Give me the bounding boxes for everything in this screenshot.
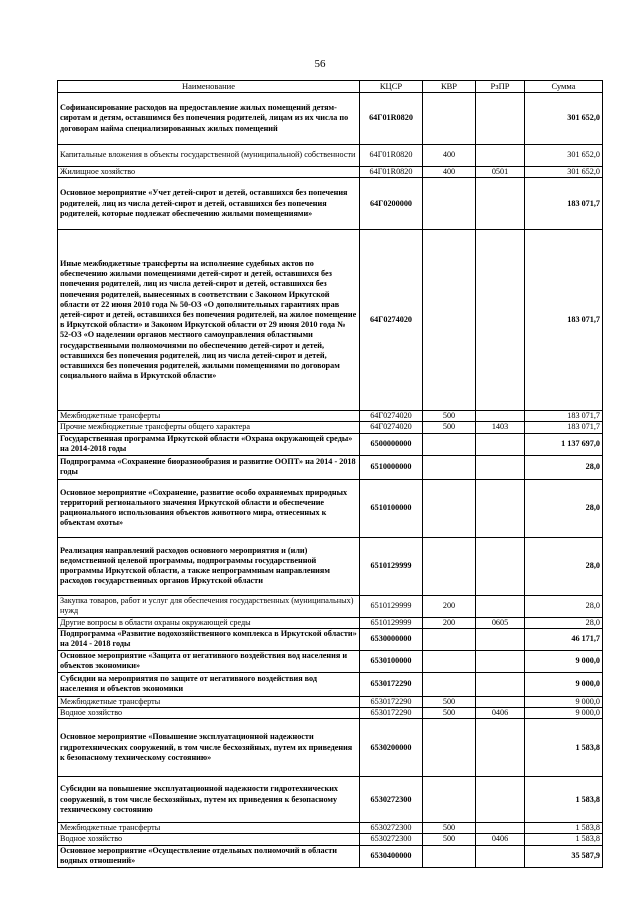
row-sum-cell: 1 583,8	[525, 719, 603, 777]
header-kcsr: КЦСР	[360, 81, 423, 93]
row-rzpr-cell	[476, 719, 525, 777]
table-row	[58, 433, 603, 455]
row-rzpr-cell	[476, 178, 525, 230]
table-row	[58, 823, 603, 834]
row-kcsr-cell: 6530172290	[360, 696, 423, 707]
row-sum-cell: 301 652,0	[525, 145, 603, 167]
row-rzpr-cell	[476, 230, 525, 411]
page-number: 56	[314, 58, 326, 70]
row-name-cell: Реализация направлений расходов основного мероприятия и (или) ведомственной целевой программы, подпрограммы государственной программы Иркутской области, а также непрограммным направлениям расходов государственных органов Иркутской области	[58, 537, 360, 595]
row-name-cell: Подпрограмма «Развитие водохозяйственного комплекса в Иркутской области» на 2014 - 2018 годы	[58, 628, 360, 650]
row-sum-cell: 46 171,7	[525, 628, 603, 650]
row-kcsr-cell: 64Г01R0820	[360, 167, 423, 178]
table-row	[58, 479, 603, 537]
row-kcsr-cell: 6530400000	[360, 845, 423, 867]
row-sum-cell: 28,0	[525, 595, 603, 617]
row-sum-cell: 9 000,0	[525, 650, 603, 672]
row-name-cell: Софинансирование расходов на предоставление жилых помещений детям-сиротам и детям, оставшимся без попечения родителей, лицам из их числа по договорам найма специализированных жилых помещений	[58, 93, 360, 145]
row-kvr-cell	[423, 672, 476, 696]
table-row	[58, 230, 603, 411]
row-rzpr-cell	[476, 628, 525, 650]
row-rzpr-cell	[476, 823, 525, 834]
row-sum-cell: 1 583,8	[525, 777, 603, 823]
table-header-row	[58, 81, 603, 93]
row-name-cell: Жилищное хозяйство	[58, 167, 360, 178]
row-kvr-cell: 500	[423, 422, 476, 433]
row-sum-cell: 183 071,7	[525, 178, 603, 230]
header-sum: Сумма	[525, 81, 603, 93]
row-kcsr-cell: 6530000000	[360, 628, 423, 650]
row-name-cell: Закупка товаров, работ и услуг для обеспечения государственных (муниципальных) нужд	[58, 595, 360, 617]
row-name-cell: Государственная программа Иркутской области «Охрана окружающей среды» на 2014-2018 годы	[58, 433, 360, 455]
table-row	[58, 145, 603, 167]
row-sum-cell: 1 583,8	[525, 823, 603, 834]
row-name-cell: Капитальные вложения в объекты государственной (муниципальной) собственности	[58, 145, 360, 167]
row-name-cell: Субсидии на повышение эксплуатационной надежности гидротехнических сооружений, в том числе бесхозяйных, путем их приведения к безопасному техническому состоянию	[58, 777, 360, 823]
table-row	[58, 422, 603, 433]
row-sum-cell: 35 587,9	[525, 845, 603, 867]
row-kvr-cell	[423, 628, 476, 650]
row-kvr-cell	[423, 93, 476, 145]
row-sum-cell: 183 071,7	[525, 230, 603, 411]
row-name-cell: Основное мероприятие «Защита от негативного воздействия вод населения и объектов экономики»	[58, 650, 360, 672]
row-kcsr-cell: 6530200000	[360, 719, 423, 777]
row-rzpr-cell: 1403	[476, 422, 525, 433]
table-row	[58, 650, 603, 672]
row-sum-cell: 9 000,0	[525, 708, 603, 719]
table-row	[58, 777, 603, 823]
row-rzpr-cell	[476, 479, 525, 537]
row-rzpr-cell	[476, 650, 525, 672]
row-kcsr-cell: 6510000000	[360, 455, 423, 479]
table-row	[58, 595, 603, 617]
row-name-cell: Другие вопросы в области охраны окружающей среды	[58, 617, 360, 628]
table-row	[58, 178, 603, 230]
header-rzpr: РзПР	[476, 81, 525, 93]
row-kvr-cell	[423, 178, 476, 230]
row-name-cell: Подпрограмма «Сохранение биоразнообразия и развитие ООПТ» на 2014 - 2018 годы	[58, 455, 360, 479]
row-rzpr-cell	[476, 455, 525, 479]
row-kvr-cell	[423, 230, 476, 411]
row-name-cell: Основное мероприятие «Повышение эксплуатационной надежности гидротехнических сооружений, в том числе бесхозяйных, путем их приведения к безопасному техническому состоянию»	[58, 719, 360, 777]
row-sum-cell: 183 071,7	[525, 422, 603, 433]
row-kcsr-cell: 6530272300	[360, 777, 423, 823]
row-kvr-cell: 500	[423, 696, 476, 707]
table-row	[58, 845, 603, 867]
row-kvr-cell: 500	[423, 411, 476, 422]
row-name-cell: Межбюджетные трансферты	[58, 823, 360, 834]
row-sum-cell: 28,0	[525, 455, 603, 479]
row-kvr-cell: 200	[423, 595, 476, 617]
row-rzpr-cell	[476, 672, 525, 696]
table-row	[58, 93, 603, 145]
row-name-cell: Основное мероприятие «Сохранение, развитие особо охраняемых природных территорий регионального значения Иркутской области и обеспечение рационального использования объектов животного мира, отнесенных к объектам охоты»	[58, 479, 360, 537]
row-kvr-cell	[423, 719, 476, 777]
row-kcsr-cell: 6530272300	[360, 834, 423, 845]
row-kcsr-cell: 64Г0274020	[360, 422, 423, 433]
row-kcsr-cell: 64Г0274020	[360, 230, 423, 411]
row-name-cell: Водное хозяйство	[58, 834, 360, 845]
row-rzpr-cell	[476, 845, 525, 867]
row-rzpr-cell	[476, 93, 525, 145]
row-sum-cell: 9 000,0	[525, 672, 603, 696]
row-rzpr-cell	[476, 777, 525, 823]
row-sum-cell: 183 071,7	[525, 411, 603, 422]
row-kcsr-cell: 6500000000	[360, 433, 423, 455]
row-kvr-cell	[423, 479, 476, 537]
row-kvr-cell	[423, 845, 476, 867]
row-rzpr-cell: 0501	[476, 167, 525, 178]
row-kvr-cell	[423, 537, 476, 595]
row-name-cell: Основное мероприятие «Учет детей-сирот и детей, оставшихся без попечения родителей, лиц из числа детей-сирот и детей, оставшихся без попечения родителей, которые подлежат обеспечению жилыми помещениями»	[58, 178, 360, 230]
row-sum-cell: 9 000,0	[525, 696, 603, 707]
header-kvr: КВР	[423, 81, 476, 93]
row-name-cell: Межбюджетные трансферты	[58, 411, 360, 422]
row-sum-cell: 28,0	[525, 479, 603, 537]
table-row	[58, 617, 603, 628]
header-name: Наименование	[58, 81, 360, 93]
table-row	[58, 455, 603, 479]
row-kvr-cell	[423, 777, 476, 823]
row-kcsr-cell: 64Г0200000	[360, 178, 423, 230]
row-rzpr-cell	[476, 595, 525, 617]
row-kvr-cell: 500	[423, 823, 476, 834]
row-kvr-cell: 400	[423, 167, 476, 178]
row-rzpr-cell	[476, 537, 525, 595]
row-rzpr-cell	[476, 696, 525, 707]
table-row	[58, 708, 603, 719]
table-row	[58, 696, 603, 707]
table-row	[58, 411, 603, 422]
row-rzpr-cell: 0406	[476, 834, 525, 845]
row-sum-cell: 301 652,0	[525, 93, 603, 145]
row-kcsr-cell: 6530100000	[360, 650, 423, 672]
row-name-cell: Межбюджетные трансферты	[58, 696, 360, 707]
row-name-cell: Иные межбюджетные трансферты на исполнение судебных актов по обеспечению жилыми помещениями детей-сирот и детей, оставшихся без попечения родителей, лиц из числа детей-сирот и детей, оставшихся без попечения родителей, вынесенных в соответствии с Законом Иркутской области от 22 июня 2010 года № 50-ОЗ «О дополнительных гарантиях прав детей-сирот и детей, оставшихся без попечения родителей, на жилое помещение в Иркутской области» и Законом Иркутской области от 29 июня 2010 года № 52-ОЗ «О наделении органов местного самоуправления областными государственными полномочиями по обеспечению детей-сирот и детей, оставшихся без попечения родителей, лиц из числа детей-сирот и детей, оставшихся без попечения родителей, жилыми помещениями по договорам социального найма в Иркутской области»	[58, 230, 360, 411]
row-rzpr-cell: 0406	[476, 708, 525, 719]
row-kcsr-cell: 64Г0274020	[360, 411, 423, 422]
table-row	[58, 628, 603, 650]
row-kvr-cell	[423, 650, 476, 672]
table-row	[58, 719, 603, 777]
table-row	[58, 167, 603, 178]
row-rzpr-cell: 0605	[476, 617, 525, 628]
row-sum-cell: 28,0	[525, 537, 603, 595]
row-rzpr-cell	[476, 145, 525, 167]
row-kvr-cell: 200	[423, 617, 476, 628]
table-row	[58, 834, 603, 845]
row-kvr-cell	[423, 455, 476, 479]
row-name-cell: Субсидии на мероприятия по защите от негативного воздействия вод населения и объектов экономики	[58, 672, 360, 696]
row-sum-cell: 28,0	[525, 617, 603, 628]
row-kcsr-cell: 6510129999	[360, 595, 423, 617]
row-kcsr-cell: 6530272300	[360, 823, 423, 834]
budget-table	[57, 80, 603, 868]
row-sum-cell: 1 583,8	[525, 834, 603, 845]
row-kcsr-cell: 6510129999	[360, 537, 423, 595]
row-name-cell: Прочие межбюджетные трансферты общего характера	[58, 422, 360, 433]
row-kcsr-cell: 6510129999	[360, 617, 423, 628]
row-sum-cell: 301 652,0	[525, 167, 603, 178]
table-row	[58, 672, 603, 696]
table-row	[58, 537, 603, 595]
row-name-cell: Основное мероприятие «Осуществление отдельных полномочий в области водных отношений»	[58, 845, 360, 867]
row-kcsr-cell: 64Г01R0820	[360, 145, 423, 167]
row-kcsr-cell: 6530172290	[360, 672, 423, 696]
row-kcsr-cell: 6530172290	[360, 708, 423, 719]
row-rzpr-cell	[476, 411, 525, 422]
row-rzpr-cell	[476, 433, 525, 455]
row-kvr-cell: 400	[423, 145, 476, 167]
row-kvr-cell	[423, 433, 476, 455]
row-kcsr-cell: 6510100000	[360, 479, 423, 537]
row-sum-cell: 1 137 697,0	[525, 433, 603, 455]
row-kvr-cell: 500	[423, 834, 476, 845]
row-kcsr-cell: 64Г01R0820	[360, 93, 423, 145]
row-kvr-cell: 500	[423, 708, 476, 719]
row-name-cell: Водное хозяйство	[58, 708, 360, 719]
